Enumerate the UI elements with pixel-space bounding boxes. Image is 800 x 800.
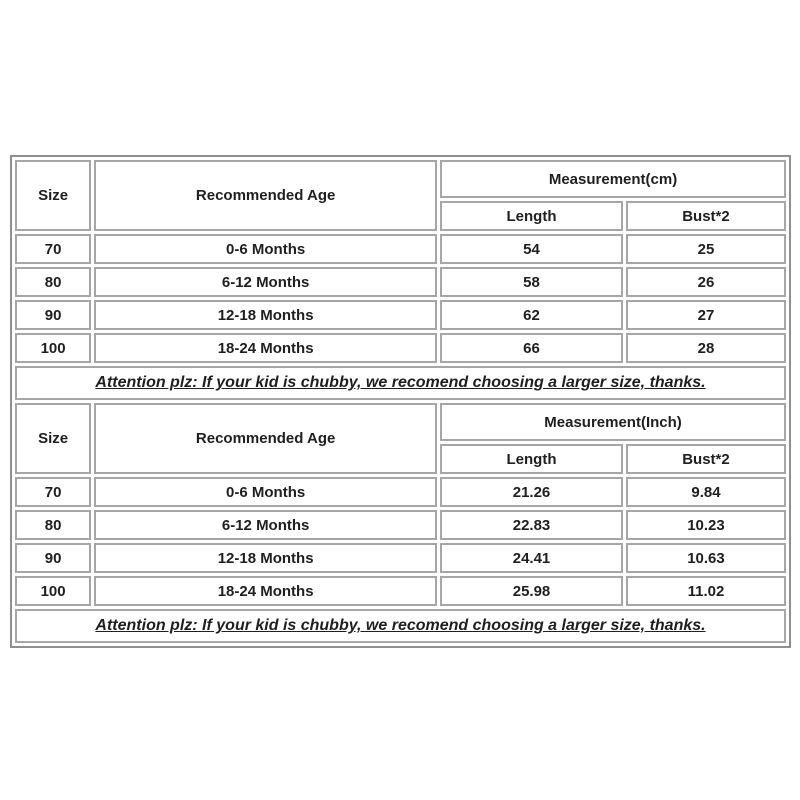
length-cell: 62: [440, 300, 623, 330]
length-cell: 25.98: [440, 576, 623, 606]
attention-note: [15, 609, 786, 643]
bust-cell: 10.63: [626, 543, 786, 573]
bust-cell: 25: [626, 234, 786, 264]
length-cell: 21.26: [440, 477, 623, 507]
age-cell: 0-6 Months: [94, 477, 437, 507]
table-row: [15, 333, 786, 363]
bust-cell: 9.84: [626, 477, 786, 507]
bust-header-cell: Bust*2: [626, 201, 786, 231]
length-header-cell: Length: [440, 444, 623, 474]
age-cell: 18-24 Months: [94, 333, 437, 363]
age-cell: 12-18 Months: [94, 543, 437, 573]
length-cell: 66: [440, 333, 623, 363]
bust-cell: 10.23: [626, 510, 786, 540]
table-row: [15, 234, 786, 264]
age-header-cell: Recommended Age: [94, 403, 437, 474]
length-header-cell: Length: [440, 201, 623, 231]
size-cell: 80: [15, 267, 91, 297]
table-row: [15, 267, 786, 297]
size-cell: 70: [15, 234, 91, 264]
size-chart: [10, 155, 791, 648]
size-cell: 80: [15, 510, 91, 540]
attention-note: [15, 366, 786, 400]
table-row: [15, 510, 786, 540]
attention-note-text: Attention plz: If your kid is chubby, we recomend choosing a larger size, thanks.: [95, 374, 706, 391]
age-cell: 18-24 Months: [94, 576, 437, 606]
bust-cell: 11.02: [626, 576, 786, 606]
age-cell: 0-6 Months: [94, 234, 437, 264]
age-cell: 12-18 Months: [94, 300, 437, 330]
size-header-cell: Size: [15, 160, 91, 231]
table-row: [15, 576, 786, 606]
bust-cell: 26: [626, 267, 786, 297]
age-cell: 6-12 Months: [94, 267, 437, 297]
size-cell: 100: [15, 576, 91, 606]
bust-cell: 28: [626, 333, 786, 363]
table-row: [15, 609, 786, 643]
table-row: [15, 300, 786, 330]
length-cell: 58: [440, 267, 623, 297]
attention-note-text: Attention plz: If your kid is chubby, we recomend choosing a larger size, thanks.: [95, 617, 706, 634]
length-cell: 24.41: [440, 543, 623, 573]
bust-cell: 27: [626, 300, 786, 330]
size-cell: 90: [15, 543, 91, 573]
measurement-cm-header-cell: Measurement(cm): [440, 160, 786, 198]
table-row: [15, 366, 786, 400]
bust-header-cell: Bust*2: [626, 444, 786, 474]
age-header-cell: Recommended Age: [94, 160, 437, 231]
length-cell: 54: [440, 234, 623, 264]
length-cell: 22.83: [440, 510, 623, 540]
size-cell: 90: [15, 300, 91, 330]
size-chart-table: [10, 155, 791, 648]
size-header-cell: Size: [15, 403, 91, 474]
size-cell: 100: [15, 333, 91, 363]
size-cell: 70: [15, 477, 91, 507]
table-row: [15, 543, 786, 573]
age-cell: 6-12 Months: [94, 510, 437, 540]
measurement-inch-header-cell: Measurement(Inch): [440, 403, 786, 441]
table-row: [15, 477, 786, 507]
